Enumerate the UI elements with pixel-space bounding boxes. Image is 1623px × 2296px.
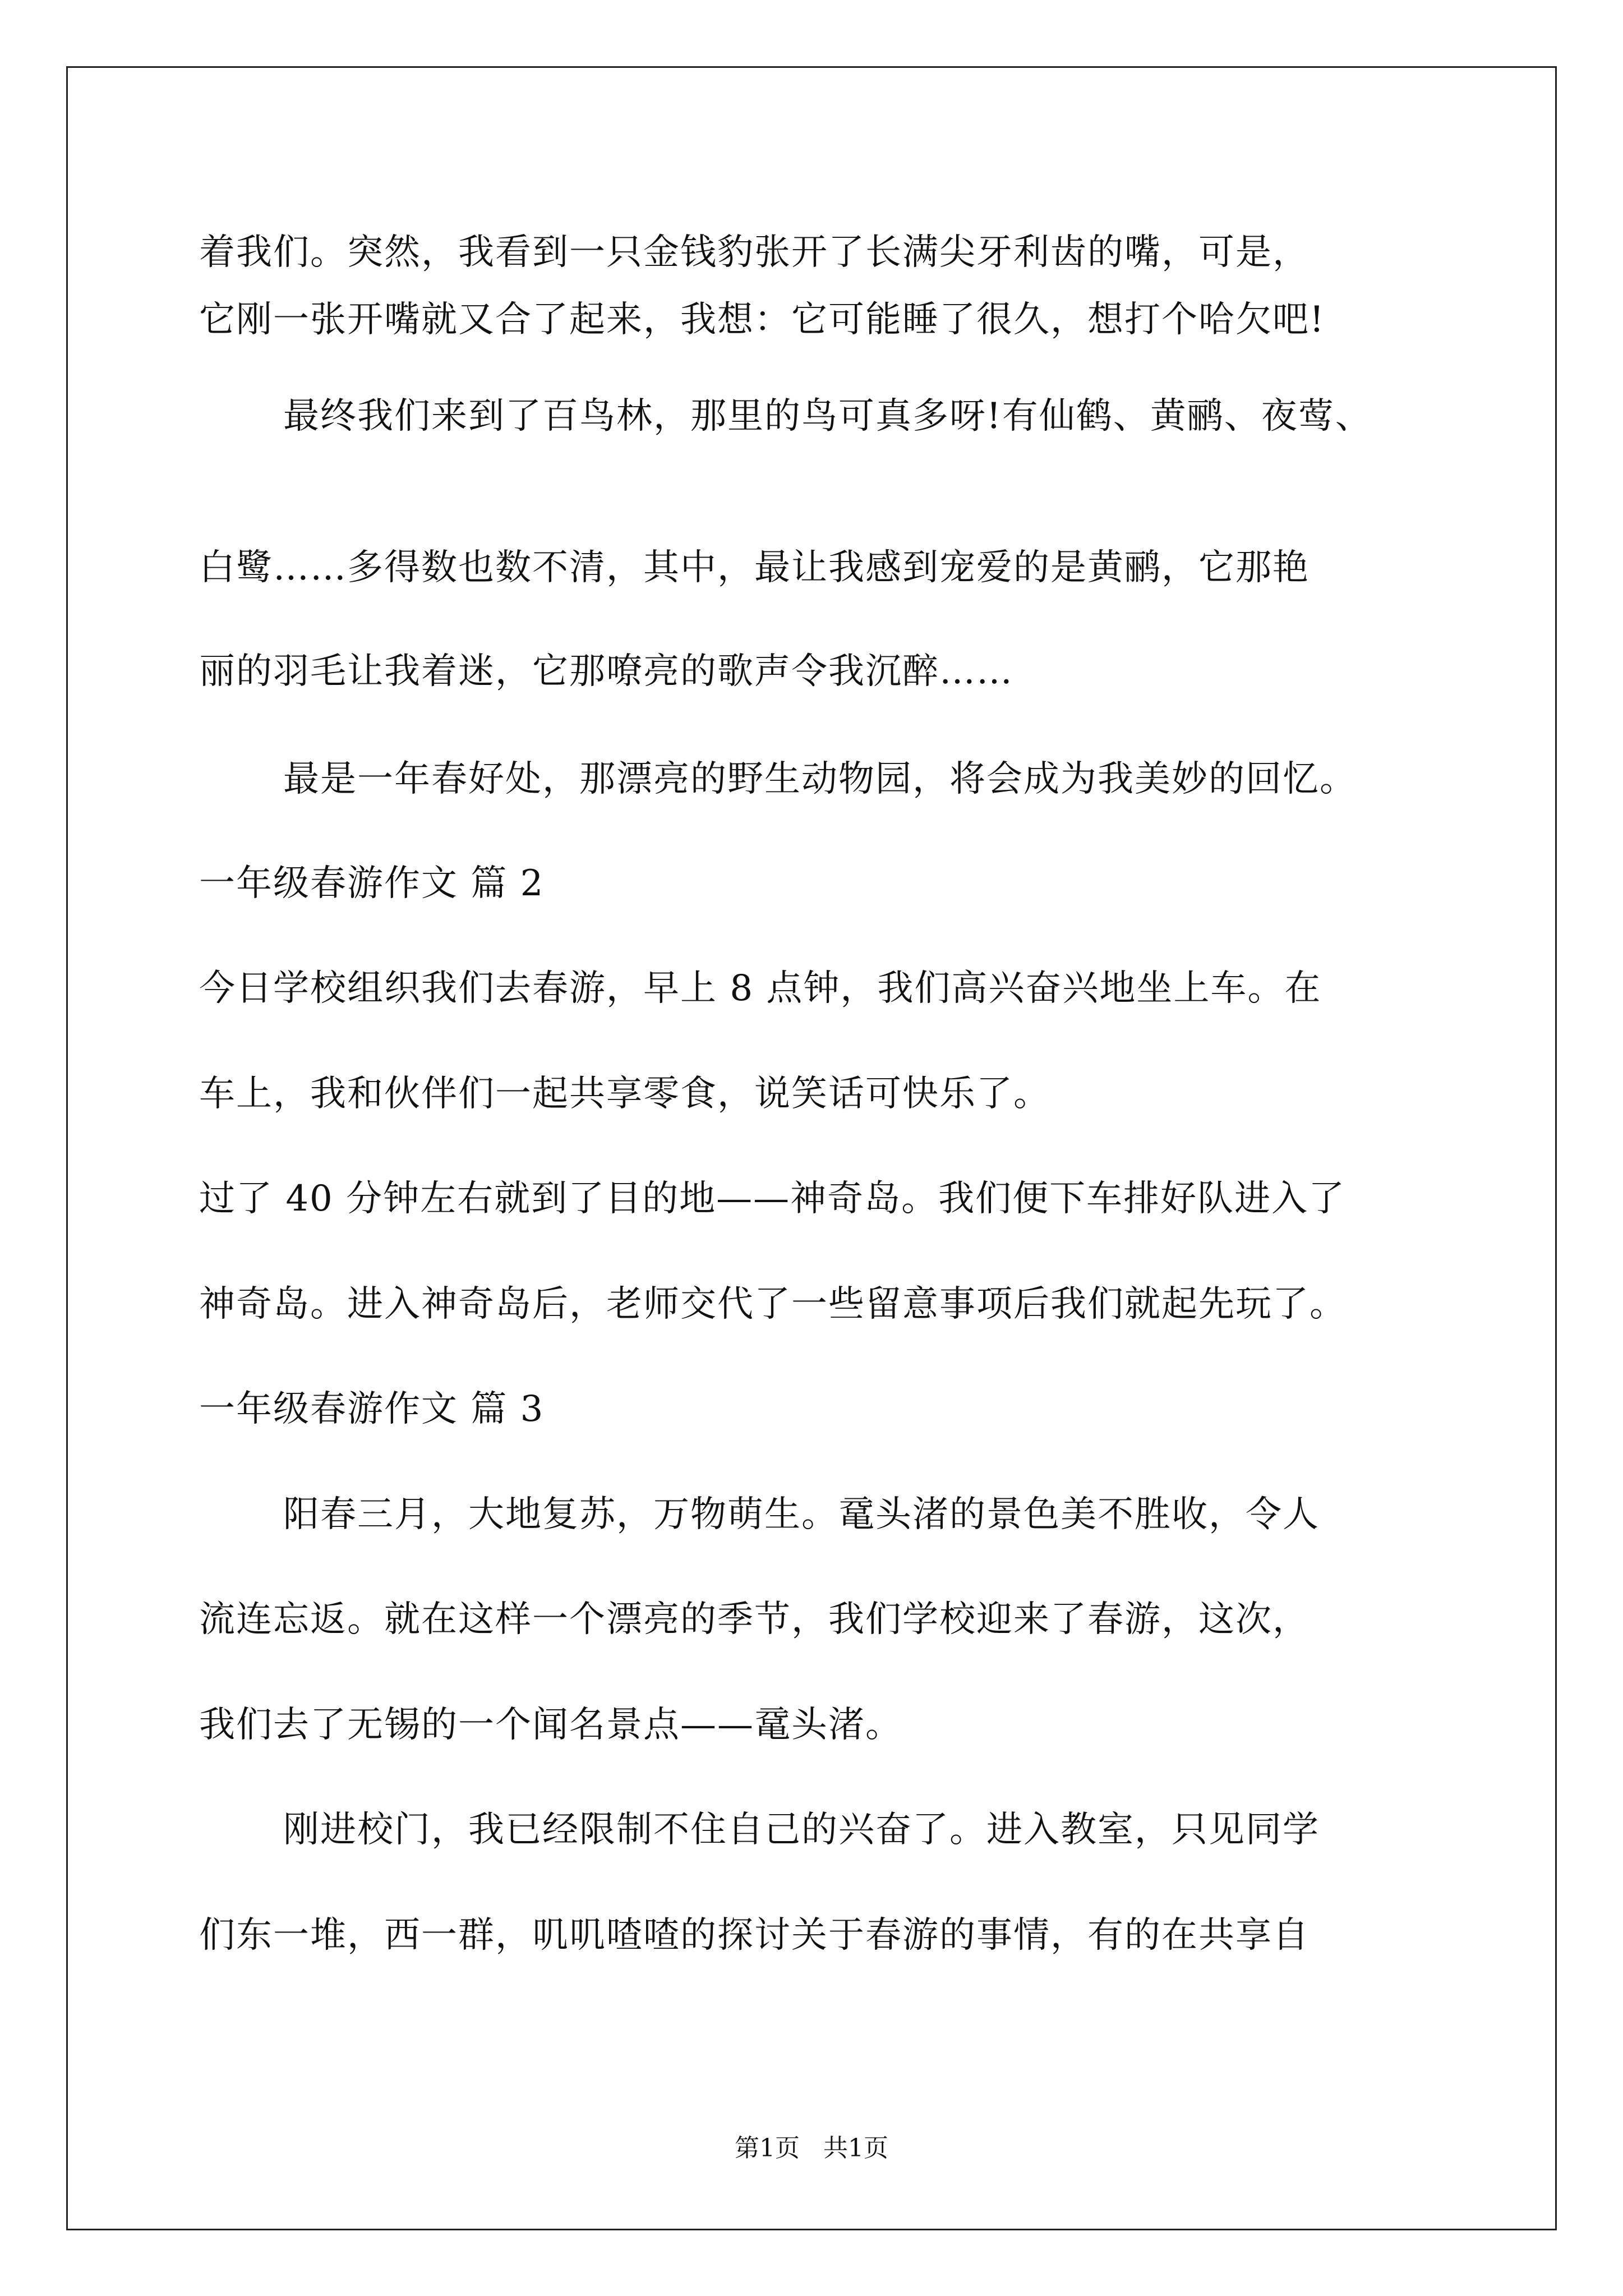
page-footer: 第1页 共1页 <box>735 2134 888 2162</box>
text-line: 我们去了无锡的一个闻名景点——鼋头渚。 <box>199 1704 902 1746</box>
text-line: 它刚一张开嘴就又合了起来，我想：它可能睡了很久，想打个哈欠吧! <box>199 299 1325 341</box>
text-line: 车上，我和伙伴们一起共享零食，说笑话可快乐了。 <box>199 1073 1050 1115</box>
text-line: 最是一年春好处，那漂亮的野生动物园，将会成为我美妙的回忆。 <box>283 758 1357 800</box>
text-line: 最终我们来到了百鸟林，那里的鸟可真多呀!有仙鹤、黄鹂、夜莺、 <box>283 395 1372 437</box>
text-line: 今日学校组织我们去春游，早上 8 点钟，我们高兴奋兴地坐上车。在 <box>199 968 1322 1009</box>
text-line: 神奇岛。进入神奇岛后，老师交代了一些留意事项后我们就起先玩了。 <box>199 1283 1347 1325</box>
section-heading: 一年级春游作文 篇 3 <box>199 1388 545 1430</box>
text-line: 丽的羽毛让我着迷，它那嘹亮的歌声令我沉醉…… <box>199 651 1013 692</box>
text-line: 刚进校门，我已经限制不住自己的兴奋了。进入教室，只见同学 <box>283 1809 1320 1851</box>
text-line: 阳春三月，大地复苏，万物萌生。鼋头渚的景色美不胜收，令人 <box>283 1494 1320 1535</box>
text-line: 白鹭……多得数也数不清，其中，最让我感到宠爱的是黄鹂，它那艳 <box>199 547 1310 588</box>
text-line: 们东一堆，西一群，叽叽喳喳的探讨关于春游的事情，有的在共享自 <box>199 1915 1310 1956</box>
text-line: 着我们。突然，我看到一只金钱豹张开了长满尖牙利齿的嘴，可是， <box>199 232 1310 273</box>
page-border <box>66 66 1557 2230</box>
text-line: 流连忘返。就在这样一个漂亮的季节，我们学校迎来了春游，这次， <box>199 1599 1310 1640</box>
section-heading: 一年级春游作文 篇 2 <box>199 863 545 904</box>
text-line: 过了 40 分钟左右就到了目的地——神奇岛。我们便下车排好队进入了 <box>199 1178 1346 1220</box>
